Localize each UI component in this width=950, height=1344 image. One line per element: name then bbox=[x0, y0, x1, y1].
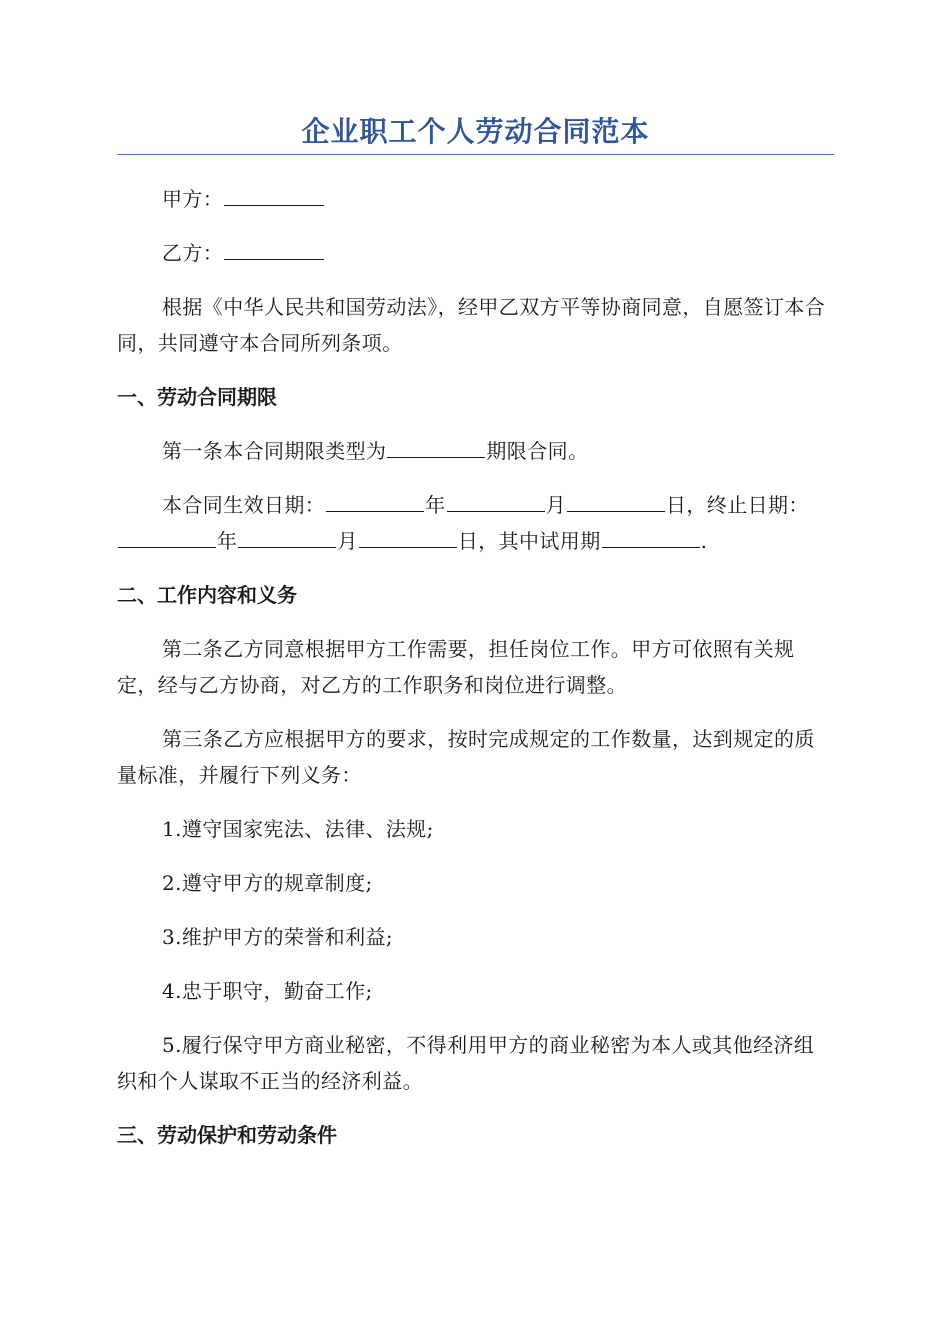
start-day-blank bbox=[567, 489, 665, 512]
start-month-blank bbox=[447, 489, 545, 512]
end-day-blank bbox=[359, 525, 457, 548]
period-mark: . bbox=[700, 529, 708, 553]
end-month-label: 月 bbox=[337, 529, 358, 553]
party-a-label: 甲方： bbox=[162, 187, 224, 211]
start-year-label: 年 bbox=[425, 493, 446, 517]
duty-item-3: 3.维护甲方的荣誉和利益; bbox=[162, 925, 394, 949]
duty-item-5: 5.履行保守甲方商业秘密，不得利用甲方的商业秘密为本人或其他经济组织和个人谋取不正当的经济利益。 bbox=[117, 1033, 815, 1093]
start-month-label: 月 bbox=[545, 493, 567, 517]
effective-date-paragraph bbox=[117, 487, 834, 559]
party-b-line bbox=[117, 235, 834, 271]
end-year-label: 年 bbox=[217, 529, 238, 553]
document-page bbox=[117, 112, 834, 1153]
article-2: 第二条乙方同意根据甲方工作需要，担任岗位工作。甲方可依照有关规定，经与乙方协商，对乙方的工作职务和岗位进行调整。 bbox=[117, 637, 795, 697]
effective-date-label: 本合同生效日期： bbox=[162, 493, 326, 517]
article-1 bbox=[117, 433, 834, 469]
contract-type-blank bbox=[387, 435, 485, 458]
duty-item-4: 4.忠于职守，勤奋工作; bbox=[162, 979, 373, 1003]
title-underline bbox=[117, 154, 834, 155]
section-2-heading: 二、工作内容和义务 bbox=[117, 583, 297, 607]
section-1-heading: 一、劳动合同期限 bbox=[117, 385, 277, 409]
party-b-blank bbox=[224, 237, 324, 260]
end-year-blank bbox=[118, 525, 216, 548]
party-a-line bbox=[117, 181, 834, 217]
end-month-blank bbox=[238, 525, 336, 548]
end-date-label: 日，终止日期： bbox=[666, 493, 809, 517]
article-1-suffix: 期限合同。 bbox=[486, 439, 589, 463]
article-3: 第三条乙方应根据甲方的要求，按时完成规定的工作数量，达到规定的质量标准，并履行下列义务： bbox=[117, 727, 815, 787]
document-title: 企业职工个人劳动合同范本 bbox=[301, 115, 650, 148]
article-1-prefix: 第一条本合同期限类型为 bbox=[162, 439, 387, 463]
party-a-blank bbox=[224, 183, 324, 206]
start-year-blank bbox=[326, 489, 424, 512]
section-3-heading: 三、劳动保护和劳动条件 bbox=[117, 1123, 337, 1147]
party-b-label: 乙方： bbox=[162, 241, 224, 265]
duty-item-2: 2.遵守甲方的规章制度; bbox=[162, 871, 373, 895]
probation-blank bbox=[602, 525, 700, 548]
duty-item-1: 1.遵守国家宪法、法律、法规; bbox=[162, 817, 434, 841]
intro-paragraph: 根据《中华人民共和国劳动法》，经甲乙双方平等协商同意，自愿签订本合同，共同遵守本合同所列条项。 bbox=[117, 295, 826, 355]
probation-label: 日，其中试用期 bbox=[457, 529, 601, 553]
